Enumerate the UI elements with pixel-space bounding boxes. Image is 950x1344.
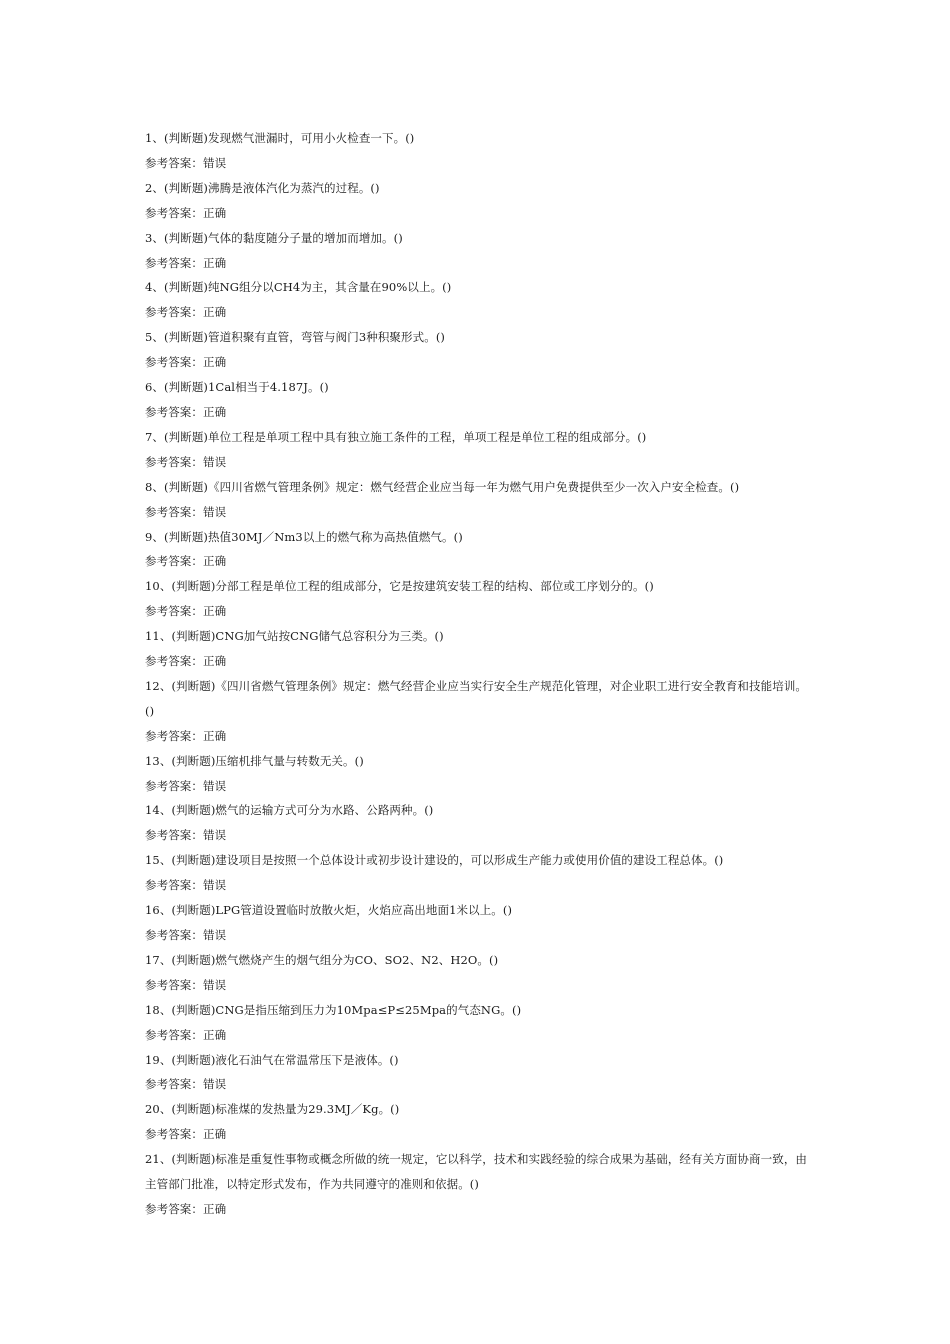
question-item	[145, 674, 810, 724]
answer-value: 错误	[203, 778, 227, 793]
question-number: 10、	[145, 579, 172, 594]
answer-line	[145, 549, 810, 574]
question-item	[145, 525, 810, 550]
question-item	[145, 275, 810, 300]
answer-value: 正确	[203, 654, 227, 669]
answer-label: 参考答案：	[145, 355, 203, 370]
question-item	[145, 176, 810, 201]
question-text: CNG是指压缩到压力为10Mpa≤P≤25Mpa的气态NG。()	[215, 1002, 522, 1017]
question-number: 3、	[145, 230, 165, 245]
question-type-tag: (判断题)	[171, 803, 216, 818]
answer-value: 错误	[203, 878, 227, 893]
question-text: 建设项目是按照一个总体设计或初步设计建设的，可以形成生产能力或使用价值的建设工程总体。()	[215, 853, 724, 868]
question-type-tag: (判断题)	[171, 753, 216, 768]
answer-label: 参考答案：	[145, 1201, 203, 1216]
answer-label: 参考答案：	[145, 828, 203, 843]
question-number: 13、	[145, 753, 172, 768]
answer-value: 正确	[203, 728, 227, 743]
question-type-tag: (判断题)	[164, 131, 209, 145]
question-item	[145, 898, 810, 923]
question-item	[145, 749, 810, 774]
question-item	[145, 574, 810, 599]
answer-value: 正确	[203, 355, 227, 370]
question-type-tag: (判断题)	[171, 629, 216, 644]
answer-label: 参考答案：	[145, 1077, 203, 1092]
answer-value: 错误	[203, 977, 227, 992]
question-item	[145, 848, 810, 873]
answer-label: 参考答案：	[145, 928, 203, 942]
answer-line	[145, 823, 810, 848]
question-number: 21、	[145, 1152, 172, 1167]
question-type-tag: (判断题)	[171, 853, 216, 868]
answer-line	[145, 649, 810, 674]
answer-line	[145, 251, 810, 276]
answer-value: 正确	[203, 1127, 227, 1142]
question-type-tag: (判断题)	[164, 380, 209, 395]
question-type-tag: (判断题)	[164, 529, 209, 544]
question-text: CNG加气站按CNG储气总容积分为三类。()	[215, 629, 444, 644]
question-text: 气体的黏度随分子量的增加而增加。()	[208, 230, 403, 245]
question-number: 20、	[145, 1102, 172, 1117]
question-number: 19、	[145, 1052, 172, 1067]
answer-line	[145, 300, 810, 325]
question-type-tag: (判断题)	[164, 180, 209, 195]
answer-value: 正确	[203, 305, 227, 320]
answer-value: 正确	[203, 205, 227, 220]
answer-line	[145, 724, 810, 749]
question-number: 15、	[145, 853, 172, 868]
question-text: 标准是重复性事物或概念所做的统一规定，它以科学，技术和实践经验的综合成果为基础，经有关方面协商一致，由主管部门批准，以特定形式发布，作为共同遵守的准则和依据。()	[145, 1152, 808, 1192]
answer-label: 参考答案：	[145, 205, 203, 220]
question-item	[145, 1048, 810, 1073]
question-text: 单位工程是单项工程中具有独立施工条件的工程，单项工程是单位工程的组成部分。()	[208, 429, 647, 444]
question-type-tag: (判断题)	[164, 479, 209, 494]
question-type-tag: (判断题)	[171, 1052, 216, 1067]
answer-label: 参考答案：	[145, 728, 203, 743]
question-type-tag: (判断题)	[171, 903, 216, 918]
question-text: 1Cal相当于4.187J。()	[208, 380, 329, 395]
answer-label: 参考答案：	[145, 878, 203, 893]
question-item	[145, 798, 810, 823]
question-text: 发现燃气泄漏时，可用小火检查一下。()	[208, 131, 415, 145]
question-type-tag: (判断题)	[171, 678, 216, 693]
answer-value: 正确	[203, 554, 227, 569]
answer-value: 正确	[203, 604, 227, 619]
answer-label: 参考答案：	[145, 305, 203, 320]
question-number: 16、	[145, 903, 172, 918]
answer-line	[145, 500, 810, 525]
answer-value: 正确	[203, 1201, 227, 1216]
question-text: LPG管道设置临时放散火炬，火焰应高出地面1米以上。()	[215, 903, 513, 918]
answer-value: 正确	[203, 1027, 227, 1042]
question-number: 5、	[145, 330, 165, 345]
answer-value: 错误	[203, 828, 227, 843]
question-item	[145, 325, 810, 350]
answer-label: 参考答案：	[145, 255, 203, 270]
question-text: 液化石油气在常温常压下是液体。()	[215, 1052, 399, 1067]
question-text: 燃气的运输方式可分为水路、公路两种。()	[215, 803, 434, 818]
answer-label: 参考答案：	[145, 604, 203, 619]
answer-line	[145, 1197, 810, 1222]
question-number: 12、	[145, 678, 172, 693]
question-item	[145, 226, 810, 251]
answer-line	[145, 400, 810, 425]
answer-line	[145, 151, 810, 176]
question-item	[145, 126, 810, 151]
question-type-tag: (判断题)	[171, 1152, 216, 1167]
question-item	[145, 624, 810, 649]
question-item	[145, 475, 810, 500]
document-page	[145, 126, 810, 1222]
answer-label: 参考答案：	[145, 155, 203, 170]
question-text: 《四川省燃气管理条例》规定：燃气经营企业应当每一年为燃气用户免费提供至少一次入户安全检查。()	[208, 479, 740, 494]
question-type-tag: (判断题)	[164, 429, 209, 444]
question-type-tag: (判断题)	[164, 330, 209, 345]
answer-value: 错误	[203, 928, 227, 942]
answer-line	[145, 1072, 810, 1097]
answer-line	[145, 923, 810, 948]
question-type-tag: (判断题)	[164, 230, 209, 245]
question-type-tag: (判断题)	[171, 1002, 216, 1017]
question-text: 管道积聚有直管，弯管与阀门3种积聚形式。()	[208, 330, 446, 345]
question-number: 1、	[145, 131, 165, 145]
question-number: 2、	[145, 180, 165, 195]
answer-line	[145, 599, 810, 624]
answer-value: 正确	[203, 404, 227, 419]
question-number: 18、	[145, 1002, 172, 1017]
question-number: 11、	[145, 629, 172, 644]
question-text: 标准煤的发热量为29.3MJ／Kg。()	[215, 1102, 400, 1117]
question-text: 沸腾是液体汽化为蒸汽的过程。()	[208, 180, 380, 195]
question-number: 7、	[145, 429, 165, 444]
question-number: 14、	[145, 803, 172, 818]
question-text: 燃气燃烧产生的烟气组分为CO、SO2、N2、H2O。()	[215, 952, 499, 967]
answer-label: 参考答案：	[145, 1127, 203, 1142]
answer-value: 错误	[203, 504, 227, 519]
question-type-tag: (判断题)	[171, 1102, 216, 1117]
answer-label: 参考答案：	[145, 654, 203, 669]
answer-line	[145, 350, 810, 375]
answer-value: 错误	[203, 454, 227, 469]
answer-label: 参考答案：	[145, 778, 203, 793]
answer-line	[145, 873, 810, 898]
question-number: 4、	[145, 280, 165, 295]
answer-label: 参考答案：	[145, 404, 203, 419]
question-item	[145, 948, 810, 973]
question-number: 8、	[145, 479, 165, 494]
question-item	[145, 1097, 810, 1122]
answer-line	[145, 973, 810, 998]
answer-line	[145, 450, 810, 475]
question-text: 分部工程是单位工程的组成部分，它是按建筑安装工程的结构、部位或工序划分的。()	[215, 579, 654, 594]
question-number: 6、	[145, 380, 165, 395]
answer-label: 参考答案：	[145, 1027, 203, 1042]
question-item	[145, 425, 810, 450]
answer-value: 正确	[203, 255, 227, 270]
answer-line	[145, 201, 810, 226]
answer-label: 参考答案：	[145, 977, 203, 992]
question-type-tag: (判断题)	[164, 280, 209, 295]
answer-line	[145, 774, 810, 799]
question-text: 《四川省燃气管理条例》规定：燃气经营企业应当实行安全生产规范化管理，对企业职工进行安全教育和技能培训。()	[145, 678, 808, 718]
question-text: 热值30MJ／Nm3以上的燃气称为高热值燃气。()	[208, 529, 463, 544]
question-text: 纯NG组分以CH4为主，其含量在90%以上。()	[208, 280, 452, 295]
answer-label: 参考答案：	[145, 454, 203, 469]
answer-line	[145, 1023, 810, 1048]
question-text: 压缩机排气量与转数无关。()	[215, 753, 364, 768]
question-type-tag: (判断题)	[171, 579, 216, 594]
question-item	[145, 998, 810, 1023]
question-item	[145, 1147, 810, 1197]
answer-line	[145, 1122, 810, 1147]
question-item	[145, 375, 810, 400]
answer-value: 错误	[203, 1077, 227, 1092]
question-number: 9、	[145, 529, 165, 544]
question-number: 17、	[145, 952, 172, 967]
answer-value: 错误	[203, 155, 227, 170]
answer-label: 参考答案：	[145, 554, 203, 569]
question-type-tag: (判断题)	[171, 952, 216, 967]
answer-label: 参考答案：	[145, 504, 203, 519]
